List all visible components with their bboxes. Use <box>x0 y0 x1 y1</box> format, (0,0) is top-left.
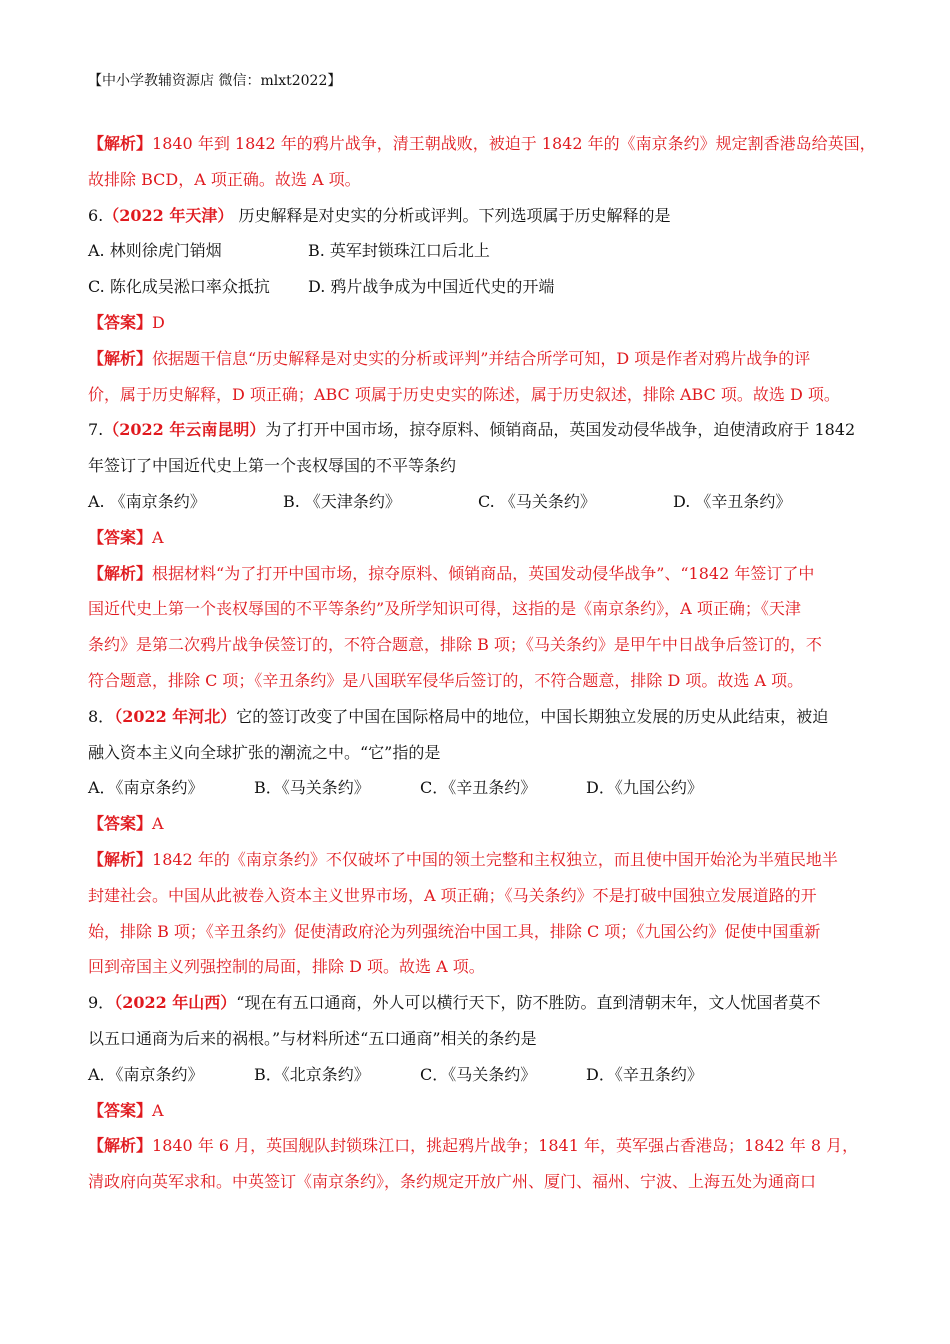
answer-option: C. 《马关条约》 <box>478 491 596 511</box>
question-source-tag: （2022 年天津） <box>103 205 234 225</box>
analysis-line <box>88 1128 870 1164</box>
analysis-line <box>88 162 870 198</box>
analysis-text: 清政府向英军求和。中英签订《南京条约》，条约规定开放广州、厦门、福州、宁波、上海五处为通商口 <box>88 1172 817 1192</box>
analysis-line <box>88 663 870 699</box>
analysis-text: 依据题干信息“历史解释是对史实的分析或评判”并结合所学可知，D 项是作者对鸦片战争的评 <box>152 348 811 368</box>
question-line <box>88 448 870 484</box>
analysis-text: 国近代史上第一个丧权辱国的不平等条约”及所学知识可得，这指的是《南京条约》，A 项正确；《天津 <box>88 599 801 619</box>
question-text: “现在有五口通商，外人可以横行天下，防不胜防。直到清朝末年，文人忧国者莫不 <box>236 993 821 1013</box>
answer-label: 【答案】 <box>88 527 153 547</box>
analysis-text: 回到帝国主义列强控制的局面，排除 D 项。故选 A 项。 <box>88 957 485 977</box>
option-row <box>88 1057 870 1093</box>
analysis-text: 1842 年的《南京条约》不仅破坏了中国的领土完整和主权独立，而且使中国开始沦为半殖民地半 <box>152 849 838 869</box>
answer-line <box>88 520 870 556</box>
question-line <box>88 699 870 735</box>
question-number: 8． <box>88 706 115 726</box>
answer-line <box>88 305 870 341</box>
option-row <box>88 484 870 520</box>
answer-option: D．《辛丑条约》 <box>586 1064 703 1084</box>
answer-line <box>88 1093 870 1129</box>
question-line <box>88 735 870 771</box>
option-row <box>88 770 870 806</box>
answer-option: C. 陈化成吴淞口率众抵抗 <box>88 277 270 297</box>
page-header: 【中小学教辅资源店 微信：mlxt2022】 <box>88 73 342 89</box>
analysis-line <box>88 377 870 413</box>
question-number: 9． <box>88 993 115 1013</box>
analysis-text: 始，排除 B 项；《辛丑条约》促使清政府沦为列强统治中国工具，排除 C 项；《九国公约》促使中国重新 <box>88 921 821 941</box>
question-number: 6. <box>88 205 104 225</box>
answer-option: A. 《南京条约》 <box>88 491 206 511</box>
answer-option: A．《南京条约》 <box>88 1064 204 1084</box>
answer-option: B．《北京条约》 <box>254 1064 370 1084</box>
answer-line <box>88 806 870 842</box>
answer-value: A <box>152 527 164 547</box>
analysis-line <box>88 341 870 377</box>
question-text: 年签订了中国近代史上第一个丧权辱国的不平等条约 <box>88 456 457 476</box>
analysis-line <box>88 556 870 592</box>
answer-option: D. 鸦片战争成为中国近代史的开端 <box>308 277 555 297</box>
analysis-label: 【解析】 <box>88 849 153 869</box>
question-line <box>88 412 870 448</box>
question-line <box>88 985 870 1021</box>
question-line <box>88 198 870 234</box>
answer-option: A．《南京条约》 <box>88 778 204 798</box>
analysis-label: 【解析】 <box>88 563 153 583</box>
analysis-line <box>88 591 870 627</box>
question-source-tag: （2022 年云南昆明） <box>103 420 266 440</box>
question-text: 以五口通商为后来的祸根。”与材料所述“五口通商”相关的条约是 <box>88 1028 537 1048</box>
answer-option: C．《辛丑条约》 <box>420 778 537 798</box>
answer-option: B．《马关条约》 <box>254 778 370 798</box>
document-content <box>88 126 876 1200</box>
answer-label: 【答案】 <box>88 312 153 332</box>
analysis-text: 价，属于历史解释，D 项正确；ABC 项属于历史史实的陈述，属于历史叙述，排除 ABC 项。故选 D 项。 <box>88 384 840 404</box>
analysis-text: 条约》是第二次鸦片战争侯签订的，不符合题意，排除 B 项；《马关条约》是甲午中日战争后签订的，不 <box>88 635 822 655</box>
answer-label: 【答案】 <box>88 814 153 834</box>
analysis-line <box>88 627 870 663</box>
answer-value: D <box>152 312 165 332</box>
question-text: 历史解释是对史实的分析或评判。下列选项属于历史解释的是 <box>233 205 671 225</box>
analysis-text: 1840 年到 1842 年的鸦片战争，清王朝战败，被迫于 1842 年的《南京条约》规定割香港岛给英国， <box>152 134 876 153</box>
analysis-text: 故排除 BCD，A 项正确。故选 A 项。 <box>88 169 361 189</box>
option-row <box>88 269 870 305</box>
question-source-tag: （2022 年河北） <box>114 706 237 726</box>
option-row <box>88 233 870 269</box>
analysis-text: 根据材料“为了打开中国市场，掠夺原料、倾销商品，英国发动侵华战争”、“1842 年签订了中 <box>152 563 815 583</box>
question-number: 7. <box>88 420 104 440</box>
analysis-text: 封建社会。中国从此被卷入资本主义世界市场，A 项正确；《马关条约》不是打破中国独立发展道路的开 <box>88 885 817 905</box>
answer-option: C．《马关条约》 <box>420 1064 537 1084</box>
answer-option: B. 英军封锁珠江口后北上 <box>308 241 490 261</box>
answer-value: A <box>152 1100 164 1120</box>
analysis-line <box>88 1164 870 1200</box>
analysis-line <box>88 842 870 878</box>
analysis-label: 【解析】 <box>88 1136 153 1156</box>
analysis-text: 1840 年 6 月，英国舰队封锁珠江口，挑起鸦片战争；1841 年，英军强占香港岛；1842 年 8 月， <box>152 1136 859 1156</box>
question-text: 为了打开中国市场，掠夺原料、倾销商品，英国发动侵华战争，迫使清政府于 1842 <box>265 420 856 440</box>
answer-option: D. 《辛丑条约》 <box>673 491 792 511</box>
analysis-label: 【解析】 <box>88 348 153 368</box>
answer-value: A <box>152 814 164 834</box>
answer-label: 【答案】 <box>88 1100 153 1120</box>
answer-option: A. 林则徐虎门销烟 <box>88 241 222 261</box>
question-source-tag: （2022 年山西） <box>114 993 237 1013</box>
analysis-line <box>88 949 870 985</box>
analysis-text: 符合题意，排除 C 项；《辛丑条约》是八国联军侵华后签订的，不符合题意，排除 D 项。故选 A 项。 <box>88 670 804 690</box>
question-text: 融入资本主义向全球扩张的潮流之中。“它”指的是 <box>88 742 441 762</box>
answer-option: D．《九国公约》 <box>586 778 703 798</box>
analysis-line <box>88 126 876 162</box>
answer-option: B. 《天津条约》 <box>283 491 401 511</box>
analysis-label: 【解析】 <box>88 134 153 153</box>
analysis-line <box>88 914 870 950</box>
question-line <box>88 1021 870 1057</box>
question-text: 它的签订改变了中国在国际格局中的地位，中国长期独立发展的历史从此结束，被迫 <box>236 706 829 726</box>
analysis-line <box>88 878 870 914</box>
